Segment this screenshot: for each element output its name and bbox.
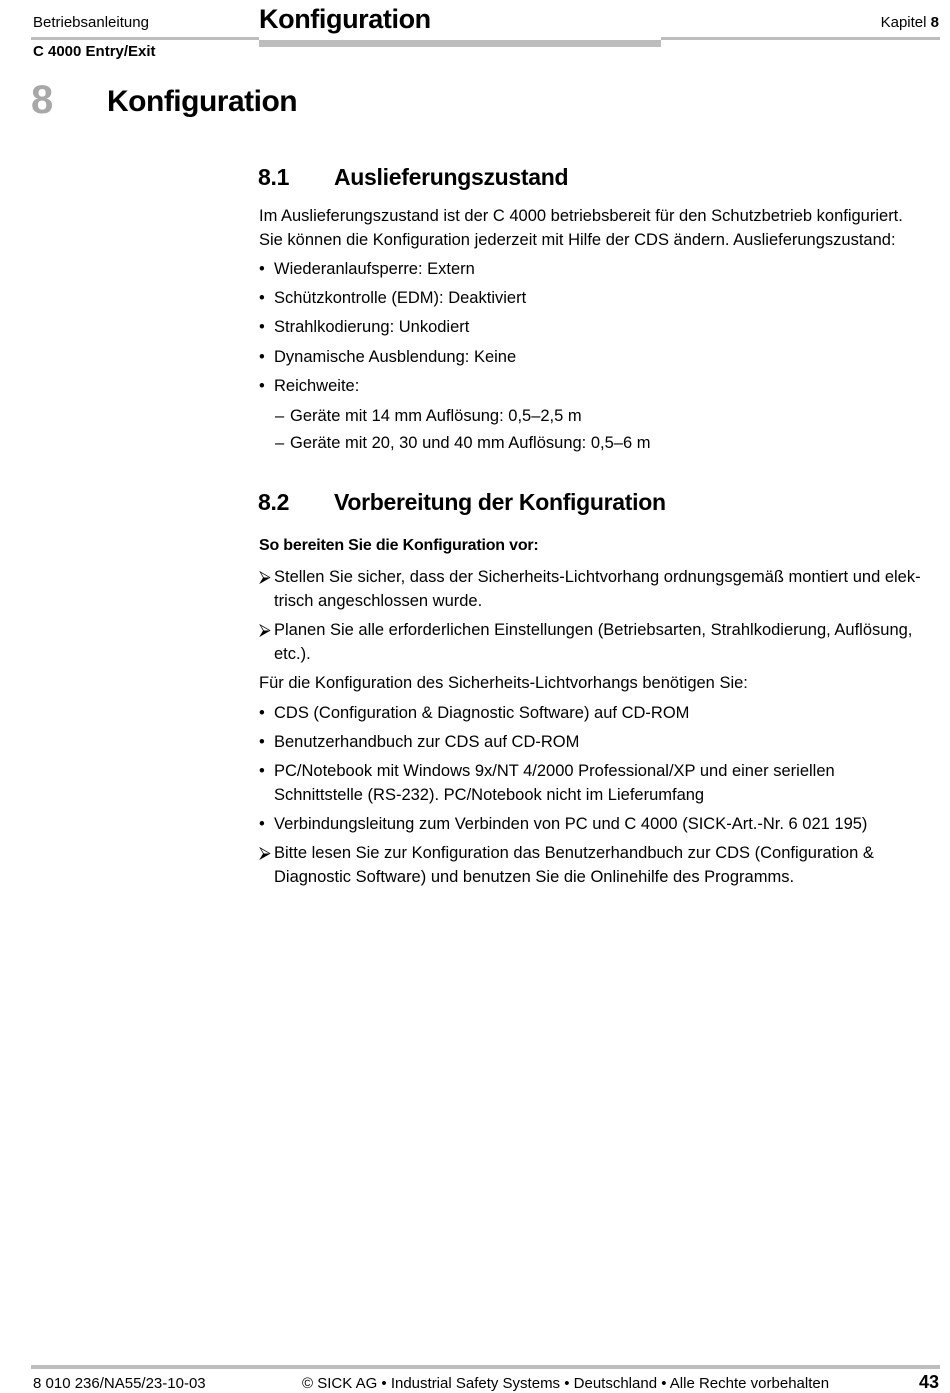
list-item-text: Dynamische Ausblendung: Keine: [274, 348, 517, 366]
footer-rule: [31, 1365, 940, 1369]
list-item-line1: PC/Notebook mit Windows 9x/NT 4/2000 Professional/XP und einer seriellen: [274, 762, 835, 780]
section2-title: Vorbereitung der Konfiguration: [334, 489, 666, 515]
bullet-icon: •: [259, 762, 265, 780]
chapter-number: 8: [31, 78, 54, 122]
list-item-text: Reichweite:: [274, 377, 360, 395]
header-doc-type: Betriebsanleitung: [33, 14, 149, 31]
action-item: [259, 841, 934, 889]
list-item: [259, 257, 934, 281]
action-item-line1: Bitte lesen Sie zur Konfiguration das Benutzerhandbuch zur CDS (Configuration &: [274, 844, 874, 862]
bullet-icon: •: [259, 377, 265, 395]
arrow-right-icon: ⮚: [259, 844, 271, 862]
section2-number: 8.2: [258, 489, 290, 515]
list-item: [259, 315, 934, 339]
header-rule-left: [31, 37, 259, 40]
list-item: [259, 812, 934, 836]
list-item: [259, 374, 934, 398]
header-title: Konfiguration: [259, 4, 431, 34]
list-item: [259, 286, 934, 310]
action-item-line2: trisch angeschlossen wurde.: [274, 592, 483, 610]
action-item-line2: etc.).: [274, 645, 311, 663]
bullet-icon: •: [259, 318, 265, 336]
action-item-line2: Diagnostic Software) und benutzen Sie die Onlinehilfe des Programms.: [274, 868, 795, 886]
section1-intro: [259, 204, 934, 252]
dash-icon: –: [275, 434, 285, 452]
bullet-icon: •: [259, 289, 265, 307]
bullet-icon: •: [259, 704, 265, 722]
list-item-text: Verbindungsleitung zum Verbinden von PC und C 4000 (SICK-Art.-Nr. 6 021 195): [274, 815, 868, 833]
page-number: 43: [918, 1372, 939, 1392]
action-item-line1: Planen Sie alle erforderlichen Einstellungen (Betriebsarten, Strahlkodierung, Auflösung,: [274, 621, 913, 639]
action-item-line1: Stellen Sie sicher, dass der Sicherheits-Lichtvorhang ordnungsgemäß montiert und elek-: [274, 568, 921, 586]
list-item-text: Wiederanlaufsperre: Extern: [274, 260, 475, 278]
bullet-icon: •: [259, 815, 265, 833]
header-rule-right: [661, 37, 940, 40]
header-chapter: [881, 14, 939, 31]
sub-list-item: [259, 431, 934, 455]
section1-title: Auslieferungszustand: [334, 164, 569, 190]
section2-needs-intro: Für die Konfiguration des Sicherheits-Lichtvorhangs benötigen Sie:: [259, 674, 748, 692]
header-rule-center: [259, 40, 661, 47]
list-item: [259, 701, 934, 725]
footer-copyright: © SICK AG • Industrial Safety Systems • Deutschland • Alle Rechte vorbehalten: [302, 1375, 830, 1392]
list-item: [259, 759, 934, 807]
section2-subheading: So bereiten Sie die Konfiguration vor:: [259, 537, 539, 554]
list-item-text: CDS (Configuration & Diagnostic Software) auf CD-ROM: [274, 704, 690, 722]
dash-icon: –: [275, 407, 285, 425]
list-item-text: Strahlkodierung: Unkodiert: [274, 318, 470, 336]
chapter-title: Konfiguration: [107, 85, 298, 118]
section1-intro-line1: Im Auslieferungszustand ist der C 4000 betriebsbereit für den Schutzbetrieb konfiguriert.: [259, 207, 903, 225]
bullet-icon: •: [259, 260, 265, 278]
header-product: C 4000 Entry/Exit: [33, 43, 156, 60]
sub-list-item: [259, 404, 934, 428]
section1-intro-line2: Sie können die Konfiguration jederzeit mit Hilfe der CDS ändern. Auslieferungszustand:: [259, 231, 896, 249]
list-item-line2: Schnittstelle (RS-232). PC/Notebook nicht im Lieferumfang: [274, 786, 705, 804]
footer-doc-number: 8 010 236/NA55/23-10-03: [33, 1375, 206, 1392]
bullet-icon: •: [259, 733, 265, 751]
arrow-right-icon: ⮚: [259, 621, 271, 639]
action-item: [259, 618, 934, 666]
arrow-right-icon: ⮚: [259, 568, 271, 586]
list-item: [259, 730, 934, 754]
action-item: [259, 565, 934, 613]
list-item-text: Benutzerhandbuch zur CDS auf CD-ROM: [274, 733, 580, 751]
list-item-text: Schützkontrolle (EDM): Deaktiviert: [274, 289, 527, 307]
list-item: [259, 345, 934, 369]
section1-number: 8.1: [258, 164, 290, 190]
header-chapter-number: 8: [930, 14, 939, 31]
header-chapter-label: Kapitel: [880, 14, 927, 31]
bullet-icon: •: [259, 348, 265, 366]
sub-list-item-text: Geräte mit 14 mm Auflösung: 0,5–2,5 m: [290, 407, 582, 425]
sub-list-item-text: Geräte mit 20, 30 und 40 mm Auflösung: 0,5–6 m: [290, 434, 651, 452]
